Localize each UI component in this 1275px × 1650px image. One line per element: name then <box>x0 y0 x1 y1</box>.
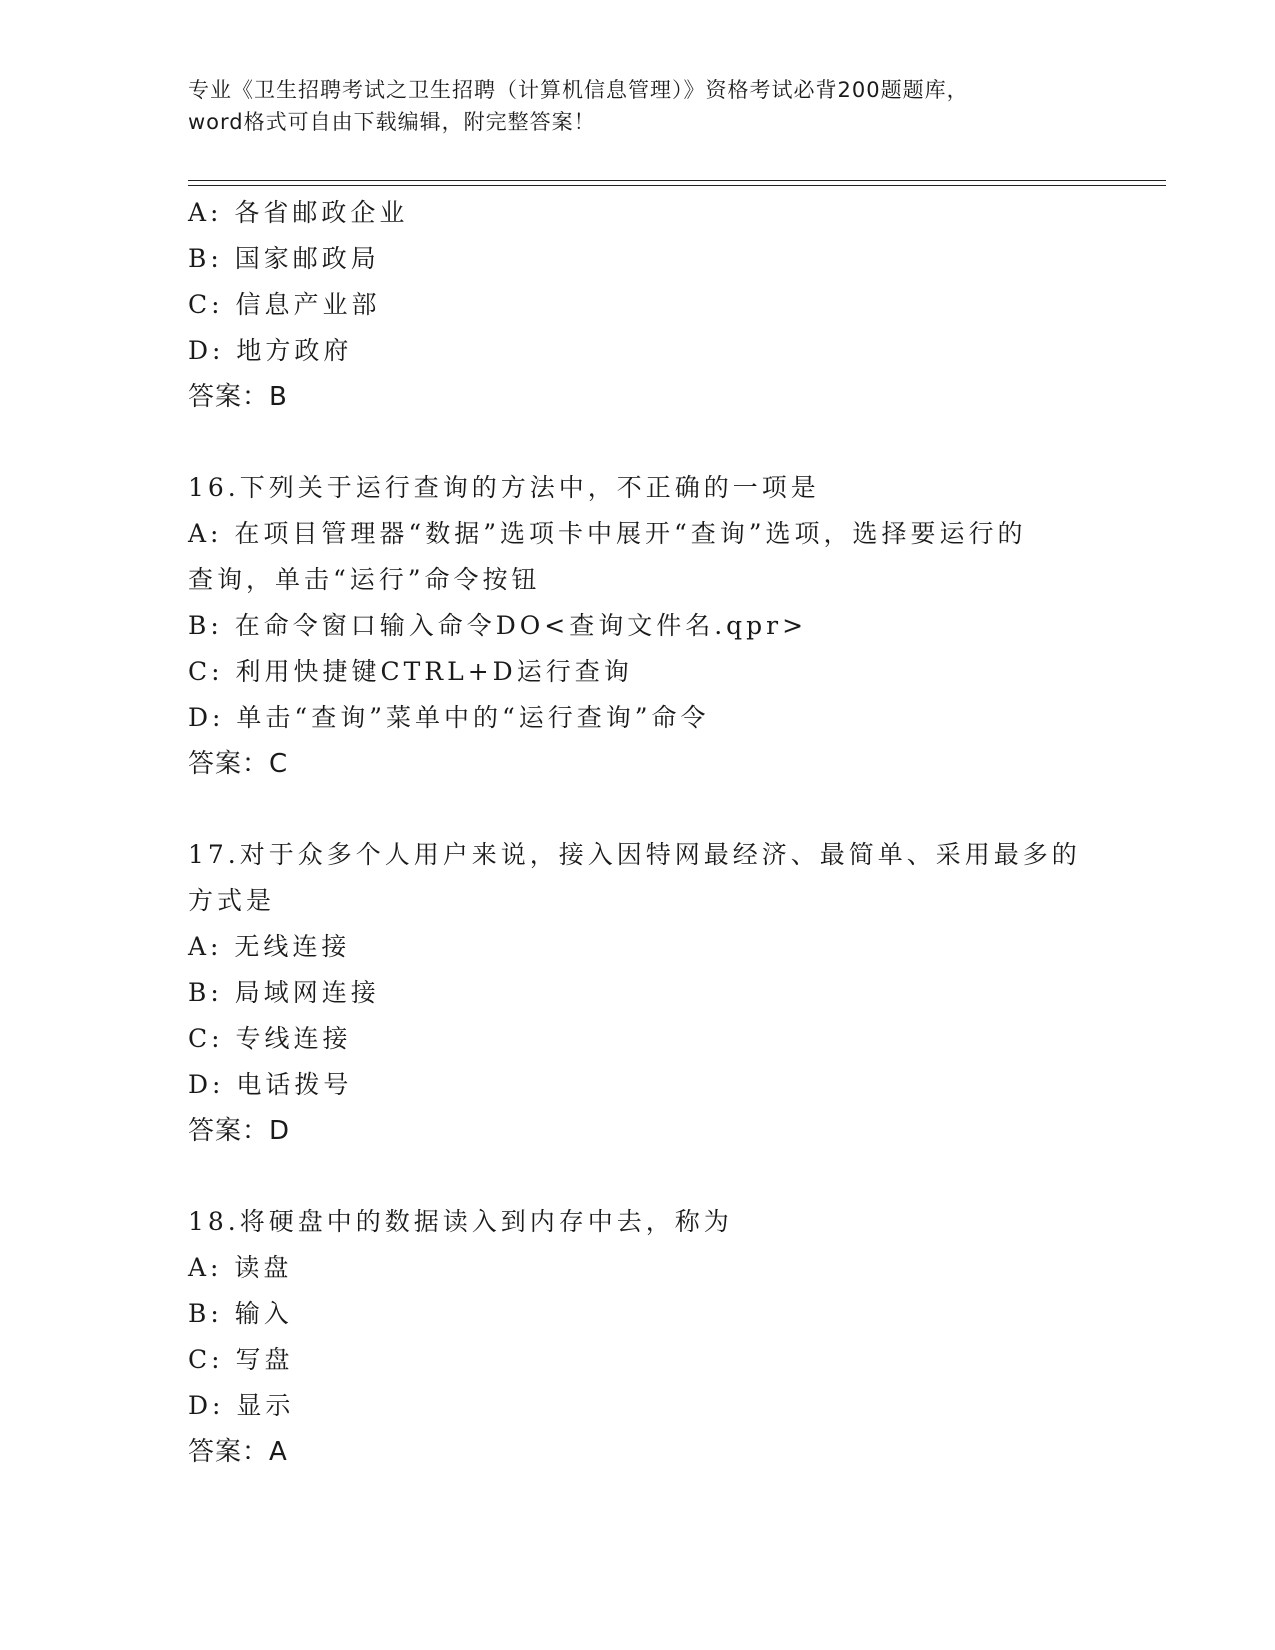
question-15-block <box>188 190 1088 420</box>
option-d: D: 显示 <box>188 1391 295 1420</box>
question-stem: 18.将硬盘中的数据读入到内存中去，称为 <box>188 1207 733 1236</box>
question-18-block <box>188 1199 1088 1475</box>
question-16-block <box>188 465 1088 787</box>
header-divider-top <box>188 180 1166 181</box>
option-c: C: 信息产业部 <box>188 290 381 319</box>
header-line-1: 专业《卫生招聘考试之卫生招聘（计算机信息管理）》资格考试必背200题题库， <box>188 78 969 102</box>
option-b: B: 国家邮政局 <box>188 244 380 273</box>
header-line-2: word格式可自由下载编辑，附完整答案！ <box>188 110 596 134</box>
question-gap <box>188 420 1088 465</box>
option-c: C: 写盘 <box>188 1345 294 1374</box>
option-c: C: 利用快捷键CTRL+D运行查询 <box>188 657 633 686</box>
option-a: A: 读盘 <box>188 1253 293 1282</box>
answer-line: 答案：B <box>188 382 288 412</box>
option-d: D: 地方政府 <box>188 336 353 365</box>
option-c: C: 专线连接 <box>188 1024 352 1053</box>
answer-line: 答案：A <box>188 1437 288 1467</box>
question-gap <box>188 787 1088 832</box>
option-b: B: 在命令窗口输入命令DO<查询文件名.qpr> <box>188 611 808 640</box>
option-a: A: 各省邮政企业 <box>188 198 409 227</box>
option-b: B: 局域网连接 <box>188 978 380 1007</box>
question-gap <box>188 1154 1088 1199</box>
option-d: D: 单击“查询”菜单中的“运行查询”命令 <box>188 703 710 732</box>
option-b: B: 输入 <box>188 1299 293 1328</box>
option-a: A: 在项目管理器“数据”选项卡中展开“查询”选项，选择要运行的 <box>188 519 1027 548</box>
answer-line: 答案：C <box>188 749 289 779</box>
option-a-continued: 查询，单击“运行”命令按钮 <box>188 565 541 594</box>
question-stem: 16.下列关于运行查询的方法中，不正确的一项是 <box>188 473 820 502</box>
question-list <box>188 190 1088 1475</box>
question-stem-continued: 方式是 <box>188 886 276 915</box>
question-17-block <box>188 832 1088 1154</box>
option-d: D: 电话拨号 <box>188 1070 353 1099</box>
document-header <box>188 74 1088 138</box>
header-divider-bottom <box>188 185 1166 186</box>
answer-line: 答案：D <box>188 1116 291 1146</box>
question-stem: 17.对于众多个人用户来说，接入因特网最经济、最简单、采用最多的 <box>188 840 1081 869</box>
option-a: A: 无线连接 <box>188 932 351 961</box>
